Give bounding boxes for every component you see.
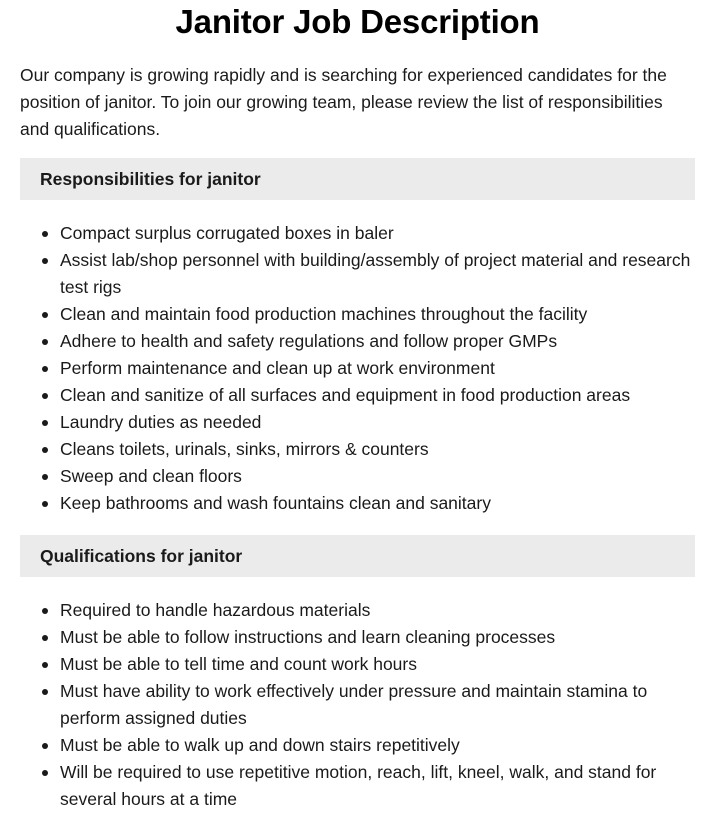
list-item: Perform maintenance and clean up at work environment	[60, 355, 695, 382]
list-item: Required to handle hazardous materials	[60, 597, 695, 624]
responsibilities-heading: Responsibilities for janitor	[20, 158, 695, 200]
list-item: Must be able to follow instructions and learn cleaning processes	[60, 624, 695, 651]
list-item: Compact surplus corrugated boxes in baler	[60, 220, 695, 247]
list-item: Clean and sanitize of all surfaces and equipment in food production areas	[60, 382, 695, 409]
intro-paragraph: Our company is growing rapidly and is searching for experienced candidates for the position of janitor. To join our growing team, please review the list of responsibilities and qualifications.	[20, 65, 667, 139]
list-item: Must be able to tell time and count work hours	[60, 651, 695, 678]
responsibilities-list	[20, 220, 695, 517]
list-item: Will be required to use repetitive motion, reach, lift, kneel, walk, and stand for several hours at a time	[60, 759, 695, 813]
qualifications-list	[20, 597, 695, 813]
list-item: Must have ability to work effectively under pressure and maintain stamina to perform assigned duties	[60, 678, 695, 732]
list-item: Adhere to health and safety regulations and follow proper GMPs	[60, 328, 695, 355]
qualifications-heading: Qualifications for janitor	[20, 535, 695, 577]
list-item: Assist lab/shop personnel with building/assembly of project material and research test rigs	[60, 247, 695, 301]
list-item: Must be able to walk up and down stairs repetitively	[60, 732, 695, 759]
list-item: Laundry duties as needed	[60, 409, 695, 436]
list-item: Cleans toilets, urinals, sinks, mirrors & counters	[60, 436, 695, 463]
page-title: Janitor Job Description	[175, 3, 540, 40]
list-item: Keep bathrooms and wash fountains clean and sanitary	[60, 490, 695, 517]
list-item: Clean and maintain food production machines throughout the facility	[60, 301, 695, 328]
list-item: Sweep and clean floors	[60, 463, 695, 490]
